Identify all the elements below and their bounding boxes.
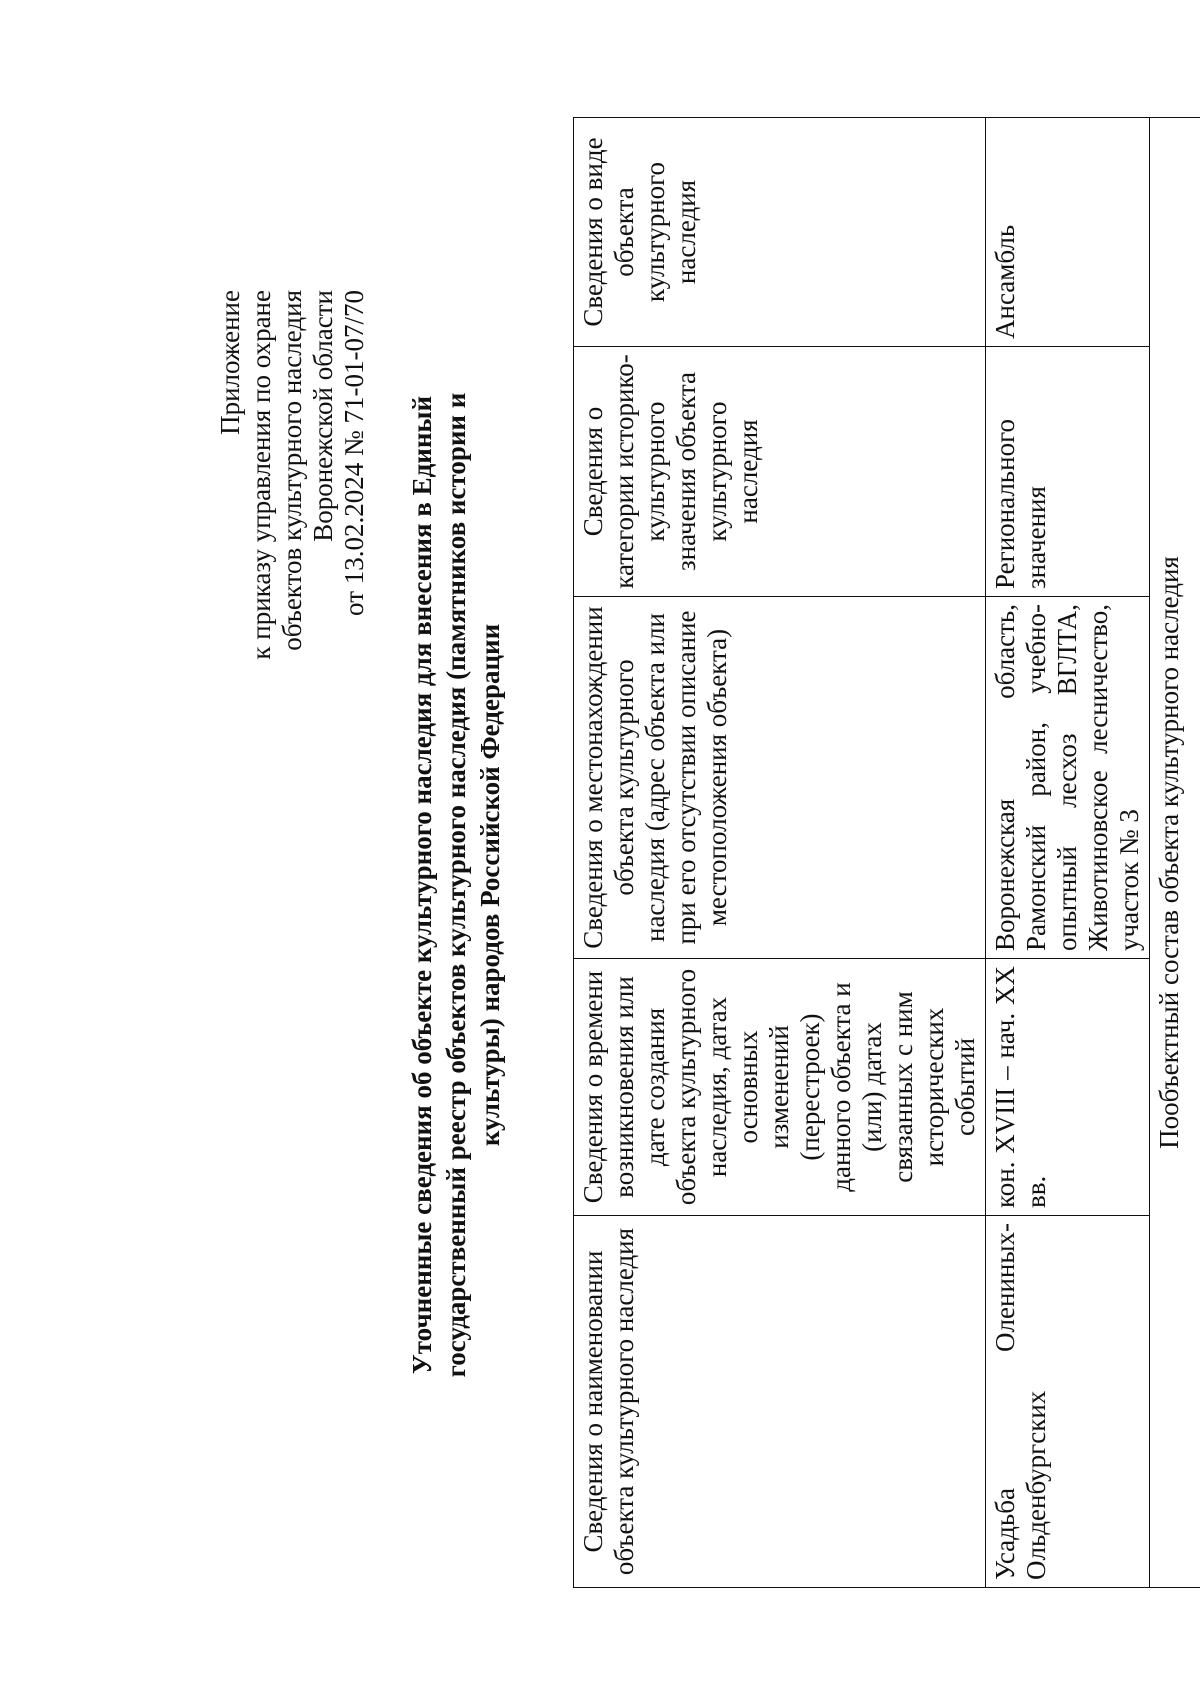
title-line: Уточненные сведения об объекте культурного наследия для внесения в Единый	[407, 395, 437, 1375]
cell-category: Регионального значения	[986, 347, 1150, 597]
appendix-block	[215, 290, 370, 1010]
table-row	[986, 118, 1150, 1588]
title-line: государственный реестр объектов культурного наследия (памятников истории и	[441, 392, 471, 1378]
header-name: Сведения о наименовании объекта культурного наследия	[574, 1216, 986, 1588]
table-header-row	[574, 118, 986, 1588]
appendix-line: Приложение	[215, 290, 245, 435]
title-line: культуры) народов Российской Федерации	[475, 623, 505, 1147]
header-type: Сведения о виде объекта культурного наследия	[574, 118, 986, 347]
appendix-line: от 13.02.2024 № 71-01-07/70	[339, 290, 369, 616]
header-dates: Сведения о времени возникновения или дате создания объекта культурного наследия, датах основных изменений (перестроек) данного объекта и (или) датах связанных с ним исторических событий	[574, 959, 986, 1216]
appendix-line: к приказу управления по охране	[246, 290, 276, 660]
document-title	[405, 195, 507, 1575]
appendix-line: объектов культурного наследия	[277, 290, 307, 651]
cell-location: Воронежская область, Рамонский район, учебно-опытный лесхоз ВГЛТА, Животиновское лесничество, участок № 3	[986, 597, 1150, 959]
heritage-table	[573, 117, 1200, 1588]
cell-type: Ансамбль	[986, 118, 1150, 347]
cell-name: Усадьба Олениных-Ольденбургских	[986, 1216, 1150, 1588]
header-location: Сведения о местонахождении объекта культурного наследия (адрес объекта или при его отсутствии описание местоположения объекта)	[574, 597, 986, 959]
cell-composition: Пообъектный состав объекта культурного наследия	[1150, 118, 1200, 1588]
header-category: Сведения о категории историко-культурного значения объекта культурного наследия	[574, 347, 986, 597]
appendix-line: Воронежской области	[308, 290, 338, 542]
cell-dates: кон. XVIII – нач. XX вв.	[986, 959, 1150, 1216]
table-footer-row	[1150, 118, 1200, 1588]
